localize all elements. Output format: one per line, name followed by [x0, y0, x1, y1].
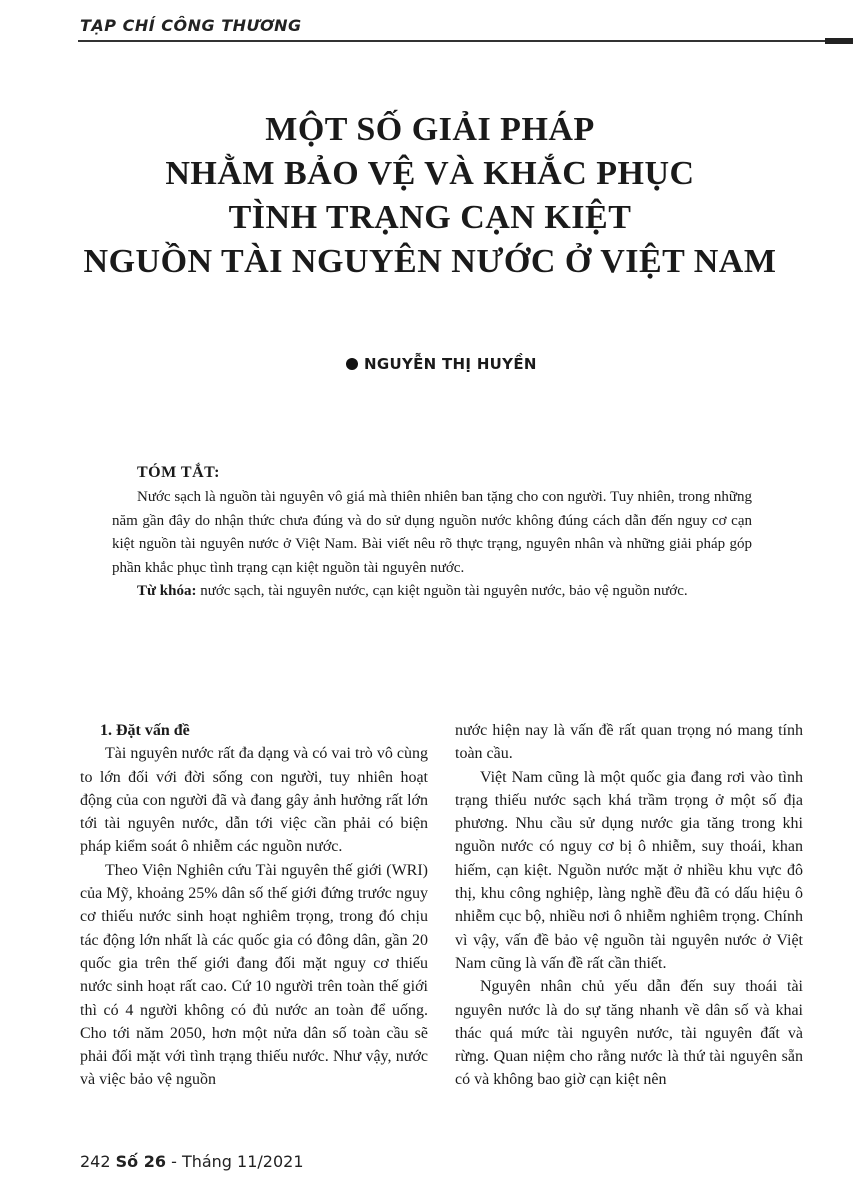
paragraph: Tài nguyên nước rất đa dạng và có vai trò vô cùng to lớn đối với đời sống con người, tuy nhiên hoạt động của con người đã và đang gây ảnh hưởng rất lớn tới tài nguyên nước, dẫn tới việc cần phải có biện pháp kiểm soát ô nhiễm các nguồn nước.	[80, 745, 428, 856]
header-rule	[78, 40, 853, 42]
keywords-text: nước sạch, tài nguyên nước, cạn kiệt nguồn tài nguyên nước, bảo vệ nguồn nước.	[196, 583, 688, 599]
column-right	[455, 719, 803, 1092]
journal-name: TẠP CHÍ CÔNG THƯƠNG	[80, 16, 302, 35]
title-line: TÌNH TRẠNG CẠN KIỆT	[228, 199, 632, 236]
author-name: NGUYỄN THỊ HUYỀN	[364, 355, 537, 373]
corner-mark	[825, 38, 853, 44]
bullet-icon	[346, 358, 358, 370]
title-line: MỘT SỐ GIẢI PHÁP	[265, 111, 595, 148]
title-line: NGUỒN TÀI NGUYÊN NƯỚC Ở VIỆT NAM	[83, 243, 777, 280]
page-number: 242	[80, 1152, 111, 1171]
article-title	[60, 108, 800, 284]
abstract	[112, 486, 752, 604]
keywords	[112, 580, 752, 604]
keywords-label: Từ khóa:	[137, 583, 197, 599]
section-heading: 1. Đặt vấn đề	[100, 722, 190, 739]
issue-date: - Tháng 11/2021	[166, 1152, 304, 1171]
abstract-heading: TÓM TẮT:	[137, 464, 220, 481]
column-left	[80, 719, 428, 1092]
author-line	[346, 355, 537, 373]
title-line: NHẰM BẢO VỆ VÀ KHẮC PHỤC	[165, 155, 695, 192]
issue-number: Số 26	[115, 1152, 166, 1171]
page-footer	[80, 1152, 304, 1171]
paragraph: Theo Viện Nghiên cứu Tài nguyên thế giới (WRI) của Mỹ, khoảng 25% dân số thế giới đứng trước nguy cơ thiếu nước sinh hoạt nghiêm trọng, trong đó chịu tác động lớn nhất là các quốc gia có đông dân, gần 20 quốc gia trên thế giới đang đối mặt nguy cơ thiếu nước sinh hoạt rất cao. Cứ 10 người trên toàn thế giới thì có 4 người không có đủ nước an toàn để uống. Cho tới năm 2050, hơn một nửa dân số toàn cầu sẽ phải đối mặt với tình trạng thiếu nước. Như vậy, nước và việc bảo vệ nguồn	[80, 861, 428, 1089]
abstract-text: Nước sạch là nguồn tài nguyên vô giá mà thiên nhiên ban tặng cho con người. Tuy nhiên, trong những năm gần đây do nhận thức chưa đúng và do sử dụng nguồn nước không đúng cách dẫn đến nguy cơ cạn kiệt nguồn tài nguyên nước ở Việt Nam. Bài viết nêu rõ thực trạng, nguyên nhân và những giải pháp góp phần khắc phục tình trạng cạn kiệt nguồn tài nguyên nước.	[112, 489, 752, 576]
paragraph-continuation: nước hiện nay là vấn đề rất quan trọng nó mang tính toàn cầu.	[455, 722, 803, 763]
paragraph: Nguyên nhân chủ yếu dẫn đến suy thoái tài nguyên nước là do sự tăng nhanh về dân số và khai thác quá mức tài nguyên nước, tài nguyên đất và rừng. Quan niệm cho rằng nước là thứ tài nguyên sẵn có và không bao giờ cạn kiệt nên	[455, 978, 803, 1089]
paragraph: Việt Nam cũng là một quốc gia đang rơi vào tình trạng thiếu nước sạch khá trầm trọng ở một số địa phương. Nhu cầu sử dụng nước gia tăng trong khi nguồn nước có nguy cơ bị ô nhiễm, suy thoái, khan hiếm, cạn kiệt. Nguồn nước mặt ở nhiều khu vực đô thị, khu công nghiệp, làng nghề đều đã có dấu hiệu ô nhiễm cục bộ, nhiều nơi ô nhiễm nghiêm trọng. Chính vì vậy, vấn đề bảo vệ nguồn tài nguyên nước ở Việt Nam cũng là vấn đề rất cần thiết.	[455, 768, 803, 972]
